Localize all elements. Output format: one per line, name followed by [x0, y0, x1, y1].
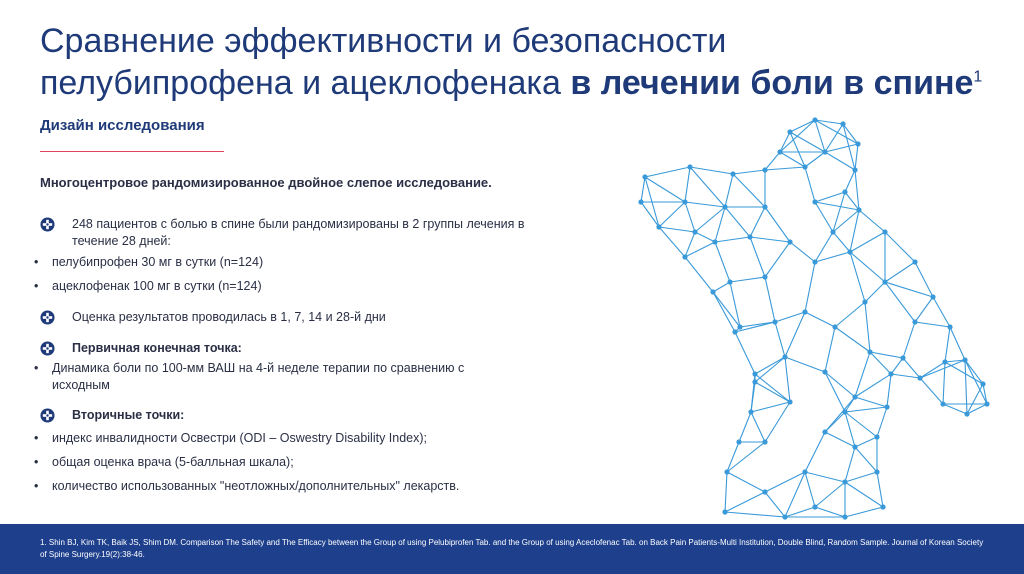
mesh-node [777, 149, 782, 154]
mesh-edge [790, 132, 805, 167]
mesh-edge [825, 327, 835, 372]
mesh-node [762, 274, 767, 279]
mesh-edge [815, 202, 833, 232]
medical-cross-circle-icon [40, 341, 55, 356]
mesh-node [847, 249, 852, 254]
mesh-node [942, 359, 947, 364]
mesh-edge [815, 482, 845, 507]
mesh-node [852, 394, 857, 399]
mesh-edge [845, 407, 887, 412]
bullet-dot: • [34, 361, 39, 375]
mesh-node [884, 404, 889, 409]
mesh-node [736, 439, 741, 444]
mesh-node [802, 469, 807, 474]
mesh-node [722, 509, 727, 514]
title-line-2-bold: в лечении боли в спине [570, 64, 974, 102]
mesh-node [724, 469, 729, 474]
mesh-edge [765, 167, 805, 170]
slide-title [40, 20, 1000, 104]
mesh-edge [785, 507, 815, 517]
mesh-edge [833, 232, 850, 252]
mesh-node [782, 514, 787, 519]
mesh-node [867, 349, 872, 354]
human-back-mesh-illustration [615, 112, 1015, 527]
mesh-node [812, 259, 817, 264]
mesh-edge [887, 374, 891, 407]
mesh-edge [725, 492, 765, 512]
mesh-node [874, 469, 879, 474]
mesh-edge [685, 242, 715, 257]
mesh-edge [845, 412, 855, 447]
block-heading: Первичная конечная точка: [72, 341, 242, 355]
mesh-edge [920, 378, 943, 404]
mesh-edge [903, 322, 915, 358]
mesh-edge [945, 362, 983, 384]
mesh-edge [805, 472, 815, 507]
mesh-edge [855, 352, 870, 397]
mesh-edge [835, 302, 865, 327]
mesh-node [748, 409, 753, 414]
mesh-edge [845, 472, 877, 482]
mesh-edge [733, 170, 765, 174]
bullet-dot: • [34, 431, 39, 445]
mesh-edge [790, 120, 815, 132]
mesh-edge [641, 202, 659, 227]
mesh-edge [765, 207, 790, 242]
mesh-edge [690, 167, 733, 174]
mesh-edge [790, 242, 815, 262]
mesh-edge [685, 202, 725, 207]
mesh-node [912, 319, 917, 324]
mesh-node [727, 279, 732, 284]
mesh-edge [775, 312, 805, 322]
mesh-node [912, 259, 917, 264]
mesh-edge [765, 242, 790, 277]
list-item-text: Динамика боли по 100-мм ВАШ на 4-й неделе терапии по сравнению с исходным [52, 361, 465, 392]
mesh-node [638, 199, 643, 204]
mesh-edge [685, 167, 690, 202]
mesh-node [862, 299, 867, 304]
list-item-text: количество использованных "неотложных/дополнительных" лекарств. [52, 479, 460, 493]
mesh-node [842, 514, 847, 519]
mesh-edge [755, 357, 785, 374]
mesh-edge [865, 282, 885, 302]
mesh-node [682, 254, 687, 259]
mesh-edge [785, 357, 825, 372]
mesh-node [812, 504, 817, 509]
mesh-node [772, 319, 777, 324]
block-heading: Вторичные точки: [72, 408, 185, 422]
mesh-node [852, 444, 857, 449]
mesh-node [852, 167, 857, 172]
mesh-edge [877, 472, 883, 507]
mesh-node [812, 117, 817, 122]
mesh-edge [755, 382, 790, 402]
mesh-edge [850, 232, 885, 252]
mesh-node [730, 171, 735, 176]
mesh-edge [815, 507, 845, 517]
mesh-edge [859, 210, 885, 232]
mesh-edge [725, 512, 785, 517]
mesh-edge [695, 232, 715, 242]
mesh-edge [713, 292, 735, 332]
mesh-edge [775, 322, 785, 357]
mesh-edge [855, 397, 887, 407]
mesh-edge [850, 252, 865, 302]
mesh-node [822, 429, 827, 434]
mesh-node [687, 164, 692, 169]
mesh-node [984, 401, 989, 406]
mesh-edge [885, 282, 915, 322]
mesh-edge [815, 202, 859, 210]
list-item-text: ацеклофенак 100 мг в сутки (n=124) [52, 279, 262, 293]
mesh-edge [845, 447, 855, 482]
mesh-node [762, 204, 767, 209]
mesh-edge [733, 174, 765, 207]
mesh-edge [850, 252, 885, 282]
mesh-edge [725, 207, 750, 237]
mesh-node [947, 324, 952, 329]
mesh-node [656, 224, 661, 229]
mesh-edge [805, 472, 845, 482]
mesh-node [842, 479, 847, 484]
mesh-node [752, 371, 757, 376]
mesh-edge [690, 167, 725, 207]
mesh-node [882, 229, 887, 234]
mesh-edge [805, 312, 835, 327]
mesh-node [812, 199, 817, 204]
mesh-edge [805, 152, 825, 167]
mesh-node [840, 121, 845, 126]
mesh-edge [945, 327, 950, 362]
title-line-2 [40, 62, 1000, 104]
mesh-node [802, 164, 807, 169]
mesh-edge [915, 322, 950, 327]
mesh-edge [751, 412, 765, 442]
bullet-dot: • [34, 455, 39, 469]
mesh-edge [855, 447, 877, 472]
mesh-edge [685, 257, 713, 292]
mesh-edge [855, 144, 858, 170]
mesh-node [762, 167, 767, 172]
bullet-dot: • [34, 255, 39, 269]
mesh-edge [885, 282, 933, 297]
bullet-dot: • [34, 279, 39, 293]
mesh-node [842, 189, 847, 194]
mesh-edge [805, 262, 815, 312]
mesh-node [962, 357, 967, 362]
mesh-node [762, 489, 767, 494]
mesh-node [712, 239, 717, 244]
mesh-edge [659, 227, 695, 232]
mesh-node [856, 207, 861, 212]
mesh-node [830, 229, 835, 234]
mesh-node [682, 199, 687, 204]
mesh-edge [845, 507, 883, 517]
mesh-edge [833, 192, 845, 232]
mesh-edge [739, 412, 751, 442]
mesh-edge [825, 372, 845, 412]
mesh-node [882, 279, 887, 284]
mesh-edge [845, 482, 883, 507]
mesh-edge [855, 437, 877, 447]
title-footnote-ref: 1 [973, 68, 983, 86]
mesh-edge [750, 207, 765, 237]
mesh-edge [885, 262, 915, 282]
list-item-text: общая оценка врача (5-балльная шкала); [52, 455, 294, 469]
mesh-edge [845, 170, 855, 192]
mesh-edge [785, 312, 805, 357]
mesh-edge [865, 302, 870, 352]
mesh-node [980, 381, 985, 386]
mesh-node [762, 439, 767, 444]
mesh-node [822, 149, 827, 154]
mesh-edge [695, 207, 725, 232]
subtitle-underline [40, 151, 224, 152]
mesh-node [888, 371, 893, 376]
footer-bar [0, 524, 1024, 574]
block-text: Оценка результатов проводилась в 1, 7, 14 и 28-й дни [72, 310, 386, 324]
mesh-node [822, 369, 827, 374]
mesh-edge [715, 207, 725, 242]
mesh-node [747, 234, 752, 239]
list-item-text: индекс инвалидности Освестри (ODI – Oswestry Disability Index); [52, 431, 428, 445]
mesh-edge [765, 472, 805, 492]
medical-cross-circle-icon [40, 408, 55, 423]
mesh-edge [785, 357, 790, 402]
mesh-node [737, 324, 742, 329]
mesh-node [802, 309, 807, 314]
mesh-edge [645, 167, 690, 177]
mesh-node [842, 409, 847, 414]
mesh-edge [965, 360, 983, 384]
mesh-node [782, 354, 787, 359]
mesh-edge [659, 202, 685, 227]
mesh-edge [815, 192, 845, 202]
block-text: 248 пациентов с болью в спине были рандомизированы в 2 группы лечения в течение 28 дней: [72, 217, 525, 248]
mesh-edge [765, 277, 775, 322]
mesh-edge [891, 358, 903, 374]
mesh-edge [750, 237, 765, 277]
mesh-node [917, 375, 922, 380]
mesh-edge [750, 237, 790, 242]
mesh-node [692, 229, 697, 234]
mesh-edge [885, 232, 915, 262]
mesh-node [930, 294, 935, 299]
mesh-node [787, 239, 792, 244]
mesh-edge [915, 297, 933, 322]
mesh-edge [877, 407, 887, 437]
medical-cross-circle-icon [40, 310, 55, 325]
title-line-2-regular: пелубипрофена и ацеклофенака [40, 64, 571, 102]
mesh-node [832, 324, 837, 329]
mesh-node [787, 129, 792, 134]
mesh-node [855, 141, 860, 146]
mesh-node [787, 399, 792, 404]
mesh-edge [780, 120, 815, 152]
mesh-edge [825, 372, 855, 397]
mesh-node [732, 329, 737, 334]
mesh-edge [765, 152, 780, 170]
section-subtitle: Дизайн исследования [40, 117, 205, 134]
mesh-edge [765, 492, 785, 517]
mesh-edge [725, 472, 727, 512]
mesh-edge [965, 360, 967, 414]
mesh-edge [713, 282, 730, 292]
mesh-node [940, 401, 945, 406]
mesh-edge [943, 404, 967, 414]
title-line-1: Сравнение эффективности и безопасности [40, 22, 727, 60]
mesh-edge [805, 432, 825, 472]
mesh-node [900, 355, 905, 360]
mesh-edge [845, 412, 877, 437]
mesh-node [874, 434, 879, 439]
mesh-edge [641, 177, 645, 202]
mesh-node [722, 204, 727, 209]
mesh-edge [933, 297, 950, 327]
mesh-edge [891, 374, 920, 378]
mesh-edge [785, 472, 805, 517]
mesh-edge [725, 174, 733, 207]
mesh-edge [903, 358, 920, 378]
medical-cross-circle-icon [40, 217, 55, 232]
mesh-edge [780, 132, 790, 152]
mesh-edge [685, 202, 695, 232]
mesh-edge [730, 277, 765, 282]
mesh-edge [825, 432, 855, 447]
mesh-node [710, 289, 715, 294]
mesh-edge [727, 472, 765, 492]
mesh-edge [735, 332, 755, 374]
study-lead: Многоцентровое рандомизированное двойное слепое исследование. [40, 175, 492, 190]
mesh-edge [835, 327, 870, 352]
mesh-edge [715, 237, 750, 242]
mesh-edge [715, 242, 730, 282]
mesh-edge [855, 170, 859, 210]
mesh-node [964, 411, 969, 416]
mesh-edge [950, 327, 965, 360]
mesh-edge [855, 374, 891, 397]
mesh-node [880, 504, 885, 509]
mesh-edge [805, 167, 815, 202]
mesh-node [752, 379, 757, 384]
mesh-node [642, 174, 647, 179]
footnote-reference: 1. Shin BJ, Kim TK, Baik JS, Shim DM. Comparison The Safety and The Efficacy between the Group of using Pelubiprofen Tab. and the Group of using Aceclofenac Tab. on Back Pain Patients-Multi Institution, Double Blind, Random Sample. Journal of Korean Society of Spine Surgery.19(2):38-46. [40, 538, 984, 559]
mesh-edge [755, 357, 785, 382]
mesh-edge [659, 227, 685, 257]
bullet-dot: • [34, 479, 39, 493]
mesh-edge [751, 382, 755, 412]
list-item-text: пелубипрофен 30 мг в сутки (n=124) [52, 255, 264, 269]
